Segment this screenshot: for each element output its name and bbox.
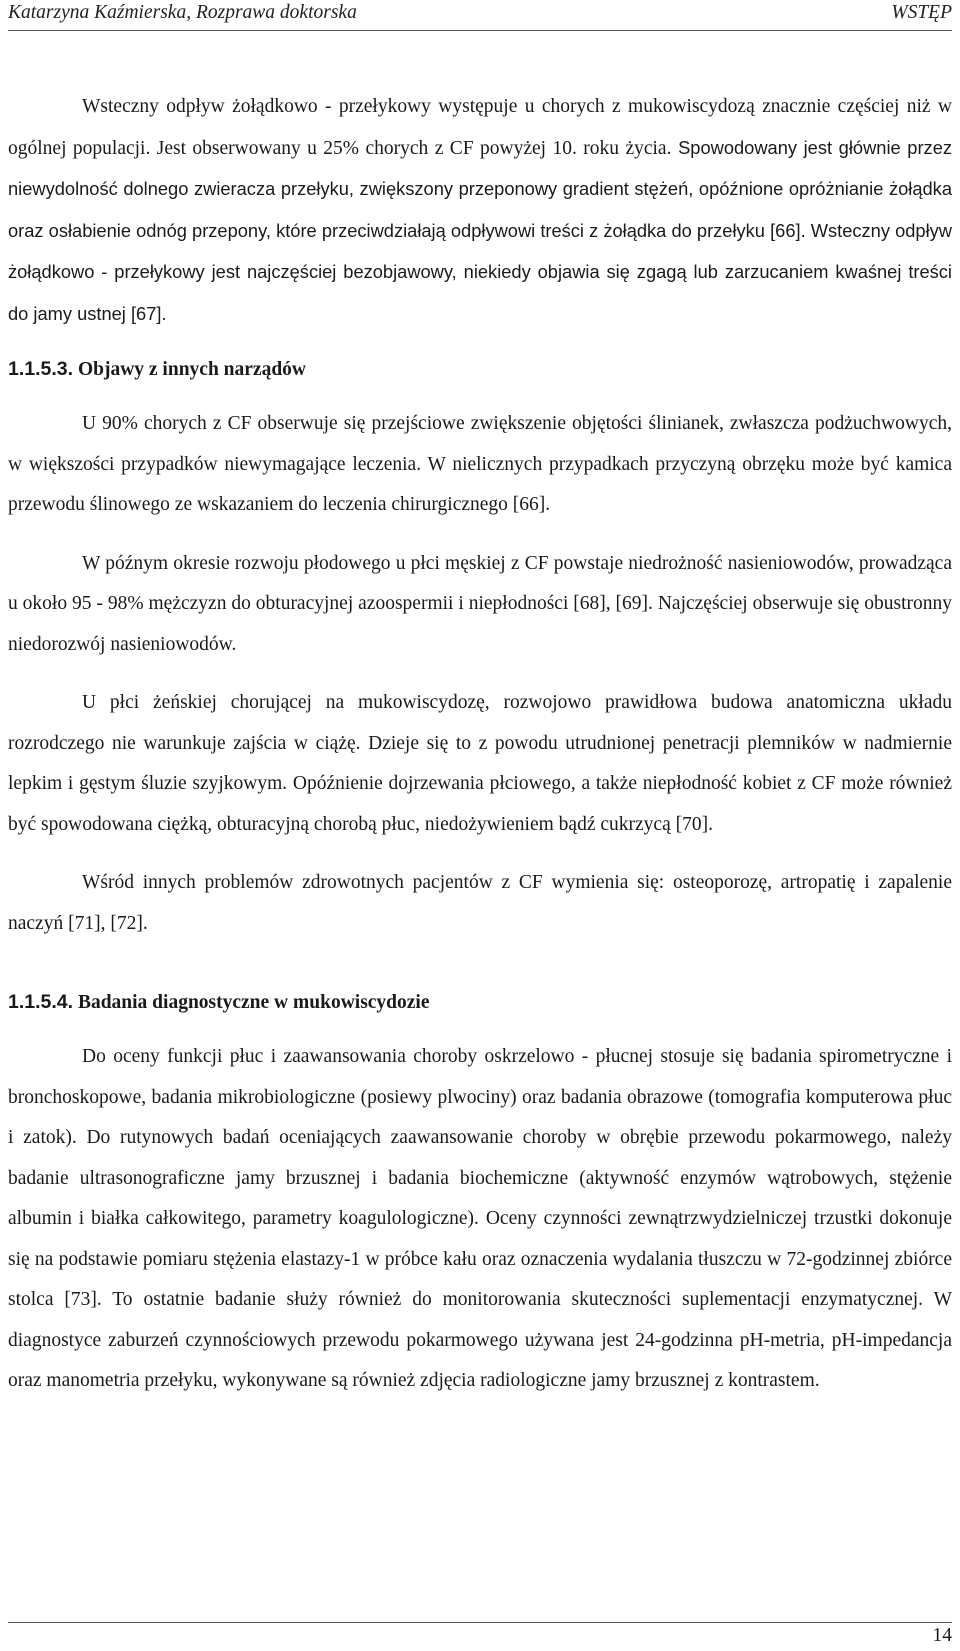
section-title: Badania diagnostyczne w mukowiscydozie [77, 992, 430, 1013]
page-body [8, 87, 952, 1402]
section-title: Objawy z innych narządów [77, 359, 306, 380]
paragraph-diagnostics: Do oceny funkcji płuc i zaawansowania choroby oskrzelowo - płucnej stosuje się badania spirometryczne i bronchoskopowe, badania mikrobiologiczne (posiewy plwociny) oraz badania obrazowe (tomografia komputerowa płuc i zatok). Do rutynowych badań oceniających zaawansowanie choroby w obrębie przewodu pokarmowego, należy badanie ultrasonograficzne jamy brzusznej i badania biochemiczne (aktywność enzymów wątrobowych, stężenie albumin i białka całkowitego, parametry koagulologiczne). Oceny czynności zewnątrzwydzielniczej trzustki dokonuje się na podstawie pomiaru stężenia elastazy-1 w próbce kału oraz oznaczenia wydalania tłuszczu w 72-godzinnej zbiórce stolca [73]. To ostatnie badanie służy również do monitorowania skuteczności suplementacji enzymatycznej. W diagnostyce zaburzeń czynnościowych przewodu pokarmowego używana jest 24-godzinna pH-metria, pH-impedancja oraz manometria przełyku, wykonywane są również zdjęcia radiologiczne jamy brzusznej z kontrastem. [8, 1046, 952, 1391]
running-header [8, 0, 952, 31]
paragraph-male-fertility: W późnym okresie rozwoju płodowego u płci męskiej z CF powstaje niedrożność nasieniowodów, prowadząca u około 95 - 98% mężczyzn do obturacyjnej azoospermii i niepłodności [68], [69]. Najczęściej obserwuje się obustronny niedorozwój nasieniowodów. [8, 552, 952, 655]
header-chapter: WSTĘP [891, 2, 952, 23]
section-number: 1.1.5.3. [8, 358, 74, 380]
section-heading-diagnostics [8, 982, 952, 1023]
paragraph-female-fertility: U płci żeńskiej chorującej na mukowiscydozę, rozwojowo prawidłowa budowa anatomiczna układu rozrodczego nie warunkuje zajścia w ciążę. Dzieje się to z powodu utrudnionej penetracji plemników w nadmiernie lepkim i gęstym śluzie szyjkowym. Opóźnienie dojrzewania płciowego, a także niepłodność kobiet z CF może również być spowodowana ciężką, obturacyjną chorobą płuc, niedożywieniem bądź cukrzycą [70]. [8, 692, 952, 835]
page-footer [8, 1622, 952, 1646]
paragraph-salivary: U 90% chorych z CF obserwuje się przejściowe zwiększenie objętości ślinianek, zwłaszcza podżuchwowych, w większości przypadków niewymagające leczenia. W nielicznych przypadkach przyczyną obrzęku może być kamica przewodu ślinowego ze wskazaniem do leczenia chirurgicznego [66]. [8, 413, 952, 515]
header-author-title: Katarzyna Kaźmierska, Rozprawa doktorska [8, 2, 357, 23]
paragraph-other-problems: Wśród innych problemów zdrowotnych pacjentów z CF wymienia się: osteoporozę, artropatię i zapalenie naczyń [71], [72]. [8, 872, 952, 934]
section-heading-other-organs [8, 349, 952, 390]
section-number: 1.1.5.4. [8, 991, 74, 1013]
intro-paragraph [8, 87, 952, 335]
intro-lead: Wsteczny odpływ żołądkowo - przełykowy występuje u chorych z mukowiscydozą znacznie częściej niż w ogólnej populacji. Jest obserwowany u 25% chorych z CF powyżej 10. roku życia. [8, 96, 952, 159]
intro-rest: Spowodowany jest głównie przez niewydolność dolnego zwieracza przełyku, zwiększony przeponowy gradient stężeń, opóźnione opróżnianie żołądka oraz osłabienie odnóg przepony, które przeciwdziałają odpływowi treści z żołądka do przełyku [66]. Wsteczny odpływ żołądkowo - przełykowy jest najczęściej bezobjawowy, niekiedy objawia się zgagą lub zarzucaniem kwaśnej treści do jamy ustnej [67]. [8, 136, 952, 324]
page-number: 14 [932, 1625, 952, 1646]
